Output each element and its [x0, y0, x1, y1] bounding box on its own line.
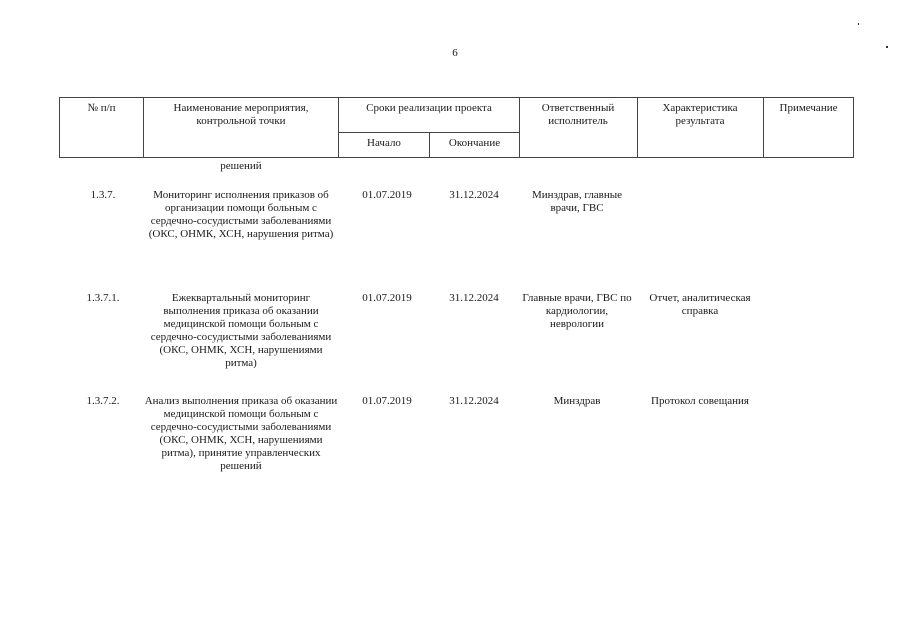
header-col-divider: [637, 97, 638, 158]
row-num: 1.3.7.2.: [86, 395, 120, 407]
row-end-date: 31.12.2024: [449, 189, 499, 201]
row-responsible: Минздрав: [553, 395, 601, 407]
header-col-divider: [853, 97, 854, 158]
row-responsible: Главные врачи, ГВС по кардиологии, неврологии: [522, 292, 632, 330]
scan-speck: [858, 23, 859, 25]
header-col-divider: [519, 97, 520, 158]
row-num: 1.3.7.1.: [86, 292, 120, 304]
row-responsible: Минздрав, главные врачи, ГВС: [531, 189, 623, 214]
page-number: 6: [452, 47, 458, 59]
row-start-date: 01.07.2019: [362, 395, 412, 407]
header-bottom-border: [59, 157, 854, 158]
header-note: Примечание: [779, 102, 838, 114]
row-result: Отчет, аналитическая справка: [649, 292, 751, 317]
row-start-date: 01.07.2019: [362, 189, 412, 201]
scan-speck: [886, 46, 888, 48]
carryover-text: решений: [220, 160, 262, 172]
header-responsible: Ответственный исполнитель: [541, 102, 615, 127]
header-start: Начало: [367, 137, 401, 149]
header-period: Сроки реализации проекта: [366, 102, 492, 114]
header-col-divider: [143, 97, 144, 158]
row-name: Анализ выполнения приказа об оказании медицинской помощи больным с сердечно-сосудистыми заболеваниями (ОКС, ОНМК, ХСН, нарушениями ритма), принятие управленческих решений: [144, 395, 338, 472]
header-num: № п/п: [87, 102, 116, 114]
header-top-border: [59, 97, 854, 98]
row-name: Ежеквартальный мониторинг выполнения приказа об оказании медицинской помощи больным с сердечно-сосудистыми заболеваниями (ОКС, ОНМК, ХСН, нарушениями ритма): [150, 292, 332, 369]
header-end: Окончание: [448, 137, 501, 149]
row-name: Мониторинг исполнения приказов об организации помощи больным с сердечно-сосудистыми заболеваниями (ОКС, ОНМК, ХСН, нарушения ритма): [148, 189, 334, 240]
row-num: 1.3.7.: [90, 189, 116, 201]
row-result: Протокол совещания: [651, 395, 749, 407]
row-end-date: 31.12.2024: [449, 292, 499, 304]
table-header: [59, 97, 854, 158]
header-name: Наименование мероприятия, контрольной точки: [173, 102, 309, 127]
row-start-date: 01.07.2019: [362, 292, 412, 304]
row-end-date: 31.12.2024: [449, 395, 499, 407]
header-result: Характеристика результата: [662, 102, 738, 127]
